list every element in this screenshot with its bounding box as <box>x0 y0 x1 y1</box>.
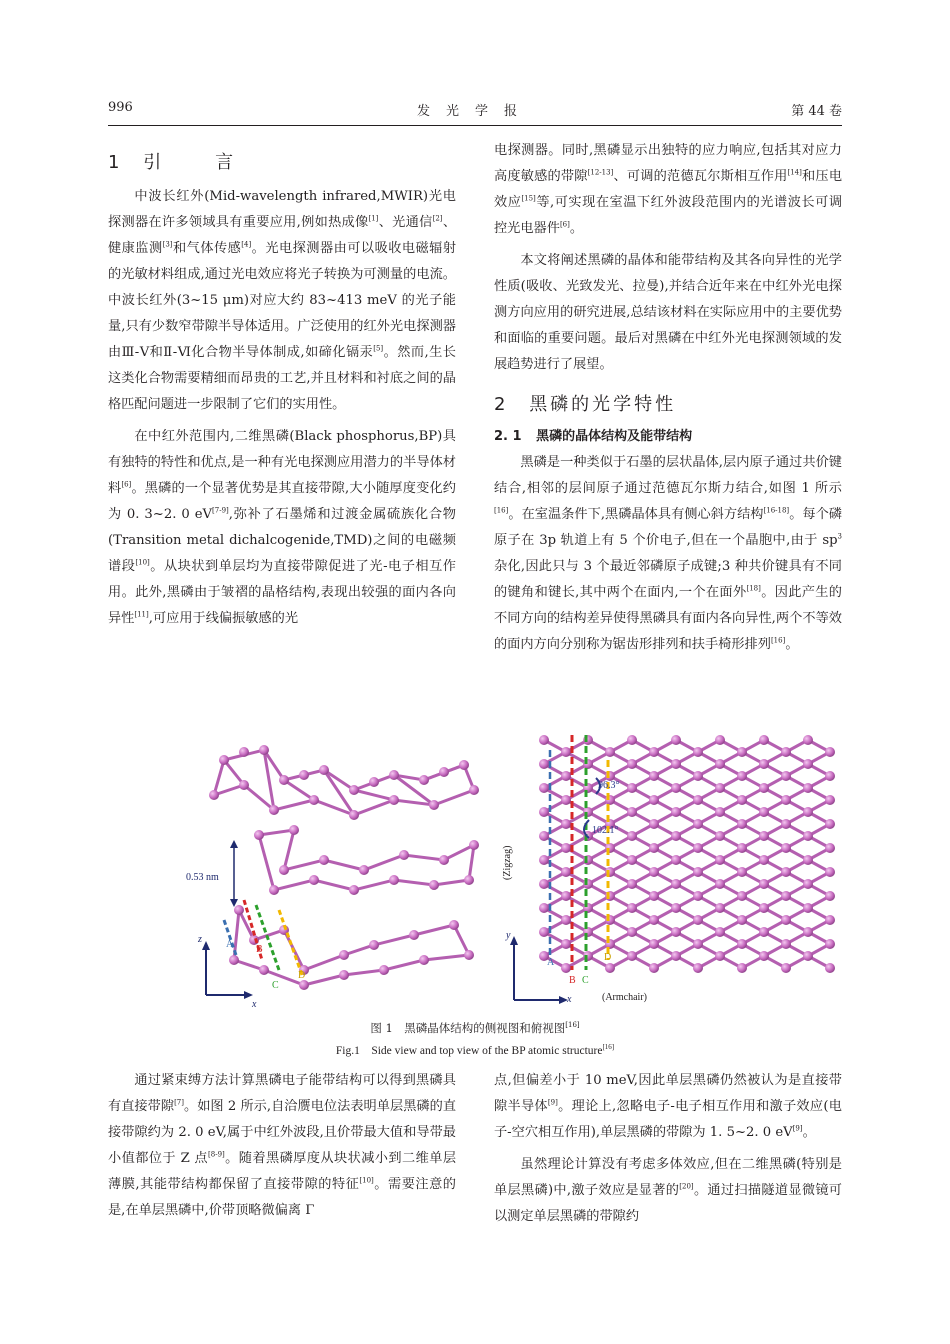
phosphorus-atom <box>561 819 571 829</box>
phosphorus-atom <box>627 831 637 841</box>
figure-caption-cn-ref: [16] <box>565 1021 580 1030</box>
citation-ref: [16] <box>770 636 786 645</box>
phosphorus-atom <box>561 891 571 901</box>
atom-label-c: C <box>272 980 279 991</box>
phosphorus-atom <box>627 927 637 937</box>
armchair-label: (Armchair) <box>602 992 647 1003</box>
axis-z-label: z <box>198 934 202 945</box>
phosphorus-atom <box>693 939 703 949</box>
header-rule <box>108 125 842 126</box>
text-segment: 、可调的范德瓦尔斯相互作用 <box>613 169 788 184</box>
phosphorus-atom <box>693 915 703 925</box>
phosphorus-atom <box>803 831 813 841</box>
zigzag-label: (Zigzag) <box>502 845 513 880</box>
text-segment: 。随着黑磷厚度从块状减小到二维单层薄膜,其能带结构都保留了直接带隙的特征 <box>108 1151 457 1192</box>
citation-ref: [16-18] <box>763 506 790 515</box>
top-view-panel <box>502 735 835 1005</box>
phosphorus-atom <box>781 891 791 901</box>
section-2-heading <box>494 392 842 418</box>
phosphorus-atom <box>759 903 769 913</box>
phosphorus-atom <box>737 795 747 805</box>
phosphorus-atom <box>803 903 813 913</box>
phosphorus-atom <box>781 819 791 829</box>
text-segment: ,弥补了石墨烯和过渡金属硫族化合物(Transition metal dichalcogenide,TMD)之间的电磁频谱段 <box>108 507 456 574</box>
phosphorus-atom <box>825 795 835 805</box>
figure-caption-cn <box>0 1020 950 1036</box>
phosphorus-atom <box>539 879 549 889</box>
citation-ref: [3] <box>162 240 173 249</box>
axis-y-label: y <box>506 930 511 941</box>
phosphorus-atom <box>759 735 769 745</box>
text-segment: 黑磷是一种类似于石墨的层状晶体,层内原子通过共价键结合,相邻的层间原子通过范德瓦尔斯力结合,如图 1 所示 <box>494 455 842 496</box>
figure-caption-en-text: Fig.1 Side view and top view of the BP atomic structure <box>335 1045 603 1057</box>
phosphorus-atom <box>561 771 571 781</box>
citation-ref: [15] <box>521 194 536 203</box>
phosphorus-atom <box>759 759 769 769</box>
phosphorus-atom <box>693 747 703 757</box>
citation-ref: [8-9] <box>208 1150 225 1159</box>
figure-caption-en <box>0 1042 950 1058</box>
citation-ref: [2] <box>432 214 443 223</box>
band-structure-paragraph <box>108 1068 456 1224</box>
phosphorus-atom <box>693 771 703 781</box>
phosphorus-atom <box>803 783 813 793</box>
phosphorus-atom <box>759 807 769 817</box>
phosphorus-atom <box>671 951 681 961</box>
phosphorus-atom <box>561 963 571 973</box>
phosphorus-atom <box>649 891 659 901</box>
phosphorus-atom <box>825 771 835 781</box>
phosphorus-atom <box>781 771 791 781</box>
phosphorus-atom <box>803 807 813 817</box>
intro-paragraph-1 <box>108 184 456 418</box>
phosphorus-atom <box>781 963 791 973</box>
intro-paragraph-2 <box>108 424 456 632</box>
bp-structure-figure <box>184 730 864 1010</box>
text-segment: 等,可实现在室温下红外波段范围内的光谱波长可调控光电器件 <box>494 195 842 236</box>
right-column-top <box>494 138 842 658</box>
phosphorus-atom <box>693 963 703 973</box>
text-segment: 杂化,因此只与 3 个最近邻磷原子成键;3 种共价键具有不同的键角和键长,其中两个在面内,一个在面外 <box>494 559 842 600</box>
phosphorus-atom <box>649 963 659 973</box>
phosphorus-atom <box>627 879 637 889</box>
phosphorus-atom <box>539 783 549 793</box>
phosphorus-atom <box>649 939 659 949</box>
phosphorus-atom <box>781 843 791 853</box>
phosphorus-atom <box>781 867 791 877</box>
text-segment: 。 <box>569 221 584 236</box>
phosphorus-atom <box>627 903 637 913</box>
phosphorus-atom <box>671 855 681 865</box>
phosphorus-atom <box>671 783 681 793</box>
crystal-structure-paragraph <box>494 450 842 658</box>
phosphorus-atom <box>693 795 703 805</box>
intro-paragraph-4 <box>494 248 842 378</box>
phosphorus-atom <box>737 843 747 853</box>
phosphorus-atom <box>759 879 769 889</box>
phosphorus-atom <box>759 927 769 937</box>
text-segment: 通过紧束缚方法计算黑磷电子能带结构可以得到黑磷具有直接带隙 <box>108 1073 456 1114</box>
top-axis-x-label: x <box>567 994 572 1005</box>
phosphorus-atom <box>781 795 791 805</box>
phosphorus-atom <box>715 927 725 937</box>
text-segment: 和压电效应 <box>494 169 843 210</box>
phosphorus-atom <box>825 819 835 829</box>
phosphorus-atom <box>627 855 637 865</box>
citation-ref: 3 <box>837 532 842 541</box>
phosphorus-atom <box>715 807 725 817</box>
journal-title: 发光学报 <box>416 104 533 119</box>
phosphorus-atom <box>825 867 835 877</box>
phosphorus-atom <box>715 903 725 913</box>
atom-label-a: A <box>226 939 234 950</box>
phosphorus-atom <box>561 795 571 805</box>
citation-ref: [9] <box>547 1098 558 1107</box>
section-1-number: 1 <box>108 152 120 173</box>
text-segment: 。光电探测器由可以吸收电磁辐射的光敏材料组成,通过光电效应将光子转换为可测量的电流。中波长红外(3~15 μm)对应大约 83~413 meV 的光子能量,只有少数窄带隙半导体适用。广泛使用的红外光电探测器由Ⅲ-Ⅴ和Ⅱ-Ⅵ化合物半导体制成,如碲化镉汞 <box>108 241 457 360</box>
text-segment: 中波长红外(Mid-wavelength infrared,MWIR)光电探测器在许多领域具有重要应用,例如热成像 <box>108 189 456 230</box>
phosphorus-atom <box>715 855 725 865</box>
section-2-1-number: 2. 1 <box>494 429 522 444</box>
phosphorus-atom <box>737 747 747 757</box>
citation-ref: [16] <box>494 506 509 515</box>
atom-label-b: B <box>256 944 263 955</box>
layer-thickness-label: 0.53 nm <box>186 872 219 883</box>
citation-ref: [14] <box>787 168 802 177</box>
phosphorus-atom <box>737 939 747 949</box>
phosphorus-atom <box>605 963 615 973</box>
bond-angle-1: 96.3° <box>598 780 620 791</box>
citation-ref: [7] <box>174 1098 184 1107</box>
phosphorus-atom <box>715 951 725 961</box>
page-number: 996 <box>108 100 133 115</box>
text-segment: 。黑磷的一个显著优势是其直接带隙,大小随厚度变化约为 0. 3~2. 0 eV <box>108 481 456 522</box>
text-segment: 。 <box>802 1125 816 1140</box>
phosphorus-atom <box>759 855 769 865</box>
text-segment: 。因此产生的不同方向的结构差异使得黑磷具有面内各向异性,两个不等效的面内方向分别称为锯齿形排列和扶手椅形排列 <box>494 585 842 652</box>
phosphorus-atom <box>627 759 637 769</box>
band-gap-paragraph <box>494 1068 842 1146</box>
phosphorus-atom <box>671 879 681 889</box>
phosphorus-atom <box>649 771 659 781</box>
phosphorus-atom <box>803 759 813 769</box>
phosphorus-atom <box>759 783 769 793</box>
text-segment: 虽然理论计算没有考虑多体效应,但在二维黑磷(特别是单层黑磷)中,激子效应是显著的 <box>494 1157 842 1198</box>
phosphorus-atom <box>539 831 549 841</box>
phosphorus-atom <box>737 771 747 781</box>
right-column-bottom <box>494 1068 842 1230</box>
exciton-paragraph <box>494 1152 842 1230</box>
phosphorus-atom <box>539 855 549 865</box>
phosphorus-atom <box>715 879 725 889</box>
phosphorus-atom <box>561 843 571 853</box>
citation-ref: [10] <box>135 558 150 567</box>
phosphorus-atom <box>539 927 549 937</box>
figure-caption-cn-text: 图 1 黑磷晶体结构的侧视图和俯视图 <box>370 1021 566 1035</box>
phosphorus-atom <box>737 819 747 829</box>
atom-label-d: D <box>298 970 306 981</box>
left-column-top <box>108 150 456 632</box>
citation-ref: [5] <box>373 344 384 353</box>
phosphorus-atom <box>671 831 681 841</box>
text-segment: 本文将阐述黑磷的晶体和能带结构及其各向异性的光学性质(吸收、光致发光、拉曼),并结合近年来在中红外光电探测方向应用的研究进展,总结该材料在实际应用中的主要优势和面临的重要问题。最后对黑磷在中红外光电探测领域的发展趋势进行了展望。 <box>494 253 842 372</box>
text-segment: 。通过扫描隧道显微镜可以测定单层黑磷的带隙约 <box>494 1183 842 1224</box>
citation-ref: [18] <box>746 584 761 593</box>
phosphorus-atom <box>671 903 681 913</box>
phosphorus-atom <box>671 807 681 817</box>
phosphorus-atom <box>649 867 659 877</box>
phosphorus-atom <box>561 867 571 877</box>
text-segment: 。如图 2 所示,自洽赝电位法表明单层黑磷的直接带隙约为 2. 0 eV,属于中红外波段,且价带最大值和导带最小值都位于 Z 点 <box>108 1099 457 1166</box>
citation-ref: [4] <box>241 240 252 249</box>
phosphorus-atom <box>803 951 813 961</box>
text-segment: 。 <box>785 637 799 652</box>
phosphorus-atom <box>737 891 747 901</box>
phosphorus-atom <box>671 759 681 769</box>
phosphorus-atom <box>649 747 659 757</box>
phosphorus-atom <box>803 879 813 889</box>
top-atom-label-d: D <box>604 952 612 963</box>
phosphorus-atom <box>627 807 637 817</box>
phosphorus-atom <box>627 735 637 745</box>
phosphorus-atom <box>781 747 791 757</box>
phosphorus-atom <box>627 783 637 793</box>
citation-ref: [12-13] <box>587 168 614 177</box>
phosphorus-atom <box>803 855 813 865</box>
citation-ref: [20] <box>679 1182 694 1191</box>
phosphorus-atom <box>539 903 549 913</box>
phosphorus-atom <box>693 819 703 829</box>
phosphorus-atom <box>649 915 659 925</box>
phosphorus-atom <box>693 843 703 853</box>
volume-label: 第 44 卷 <box>791 104 842 119</box>
top-atom-label-c: C <box>582 975 589 986</box>
phosphorus-atom <box>539 759 549 769</box>
figure-caption-en-ref: [16] <box>602 1043 615 1052</box>
text-segment: 点,但偏差小于 10 meV,因此单层黑磷仍然被认为是直接带隙半导体 <box>494 1073 842 1114</box>
section-2-1-heading <box>494 424 842 450</box>
phosphorus-atom <box>693 867 703 877</box>
phosphorus-atom <box>781 915 791 925</box>
text-segment: 在中红外范围内,二维黑磷(Black phosphorus,BP)具有独特的特性和优点,是一种有光电探测应用潜力的半导体材料 <box>108 429 456 496</box>
text-segment: 。然而,生长这类化合物需要精细而昂贵的工艺,并且材料和衬底之间的晶格匹配问题进一步限制了它们的实用性。 <box>108 345 456 412</box>
phosphorus-atom <box>693 891 703 901</box>
phosphorus-atom <box>561 747 571 757</box>
phosphorus-atom <box>803 927 813 937</box>
citation-ref: [6] <box>121 480 132 489</box>
section-1-title: 引 言 <box>143 152 240 173</box>
phosphorus-atom <box>737 963 747 973</box>
phosphorus-atom <box>561 939 571 949</box>
phosphorus-atom <box>759 951 769 961</box>
text-segment: 和气体传感 <box>172 241 242 256</box>
intro-paragraph-3 <box>494 138 842 242</box>
phosphorus-atom <box>715 831 725 841</box>
phosphorus-atom <box>605 747 615 757</box>
phosphorus-atom <box>825 915 835 925</box>
axis-x-label: x <box>252 999 257 1010</box>
text-segment: 。在室温条件下,黑磷晶体具有侧心斜方结构 <box>508 507 764 522</box>
side-view-panel <box>186 745 479 1010</box>
section-1-heading <box>108 150 456 176</box>
phosphorus-atom <box>737 915 747 925</box>
phosphorus-atom <box>627 951 637 961</box>
phosphorus-atom <box>671 927 681 937</box>
phosphorus-atom <box>825 939 835 949</box>
phosphorus-atom <box>539 807 549 817</box>
text-segment: 、光通信 <box>378 215 433 230</box>
text-segment: 。从块状到单层均为直接带隙促进了光-电子相互作用。此外,黑磷由于皱褶的晶格结构,表现出较强的面内各向异性 <box>108 559 456 626</box>
phosphorus-atom <box>649 819 659 829</box>
citation-ref: [10] <box>359 1176 374 1185</box>
phosphorus-atom <box>715 759 725 769</box>
phosphorus-atom <box>759 831 769 841</box>
phosphorus-atom <box>825 891 835 901</box>
phosphorus-atom <box>825 747 835 757</box>
section-2-1-title: 黑磷的晶体结构及能带结构 <box>536 429 693 444</box>
phosphorus-atom <box>561 915 571 925</box>
phosphorus-atom <box>649 843 659 853</box>
top-atom-label-a: A <box>547 957 555 968</box>
text-segment: 、健康监测 <box>108 215 457 256</box>
text-segment: 。每个磷原子在 3p 轨道上有 5 个价电子,但在一个晶胞中,由于 sp <box>494 507 842 548</box>
phosphorus-atom <box>737 867 747 877</box>
phosphorus-atom <box>781 939 791 949</box>
section-2-title: 黑磷的光学特性 <box>529 394 677 415</box>
text-segment: 。需要注意的是,在单层黑磷中,价带顶略微偏离 Γ <box>108 1177 456 1218</box>
phosphorus-atom <box>825 843 835 853</box>
citation-ref: [7-9] <box>212 506 229 515</box>
citation-ref: [9] <box>792 1124 803 1133</box>
text-segment: 电探测器。同时,黑磷显示出独特的应力响应,包括其对应力高度敏感的带隙 <box>494 143 842 184</box>
text-segment: 。理论上,忽略电子-电子相互作用和激子效应(电子-空穴相互作用),单层黑磷的带隙为 1. 5~2. 0 eV <box>494 1099 842 1140</box>
phosphorus-atom <box>539 735 549 745</box>
top-atom-label-b: B <box>569 975 576 986</box>
text-segment: ,可应用于线偏振敏感的光 <box>148 611 299 626</box>
phosphorus-atom <box>715 783 725 793</box>
section-2-number: 2 <box>494 394 506 415</box>
phosphorus-atom <box>803 735 813 745</box>
citation-ref: [6] <box>559 220 570 229</box>
phosphorus-atom <box>671 735 681 745</box>
citation-ref: [1] <box>368 214 379 223</box>
citation-ref: [11] <box>134 610 149 619</box>
phosphorus-atom <box>715 735 725 745</box>
phosphorus-atom <box>649 795 659 805</box>
left-column-bottom <box>108 1068 456 1224</box>
bond-angle-2: 102.1° <box>592 825 619 836</box>
phosphorus-atom <box>825 963 835 973</box>
